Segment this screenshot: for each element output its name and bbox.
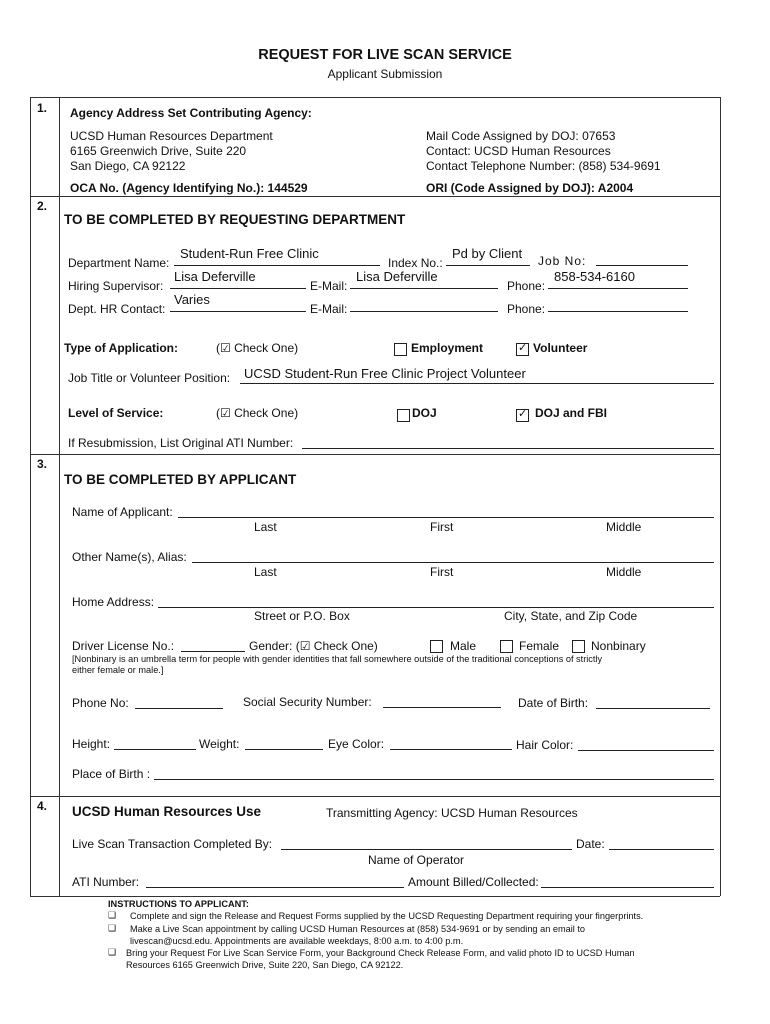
- ati-number-field[interactable]: [146, 887, 404, 888]
- ssn-label: Social Security Number:: [243, 695, 372, 709]
- female-checkbox[interactable]: [500, 640, 513, 653]
- hair-color-field[interactable]: [578, 750, 714, 751]
- hair-color-label: Hair Color:: [516, 738, 574, 752]
- hr-contact-label: Dept. HR Contact:: [68, 302, 166, 316]
- doj-label: DOJ: [412, 406, 437, 420]
- agency-address-line2: 6165 Greenwich Drive, Suite 220: [70, 144, 247, 158]
- agency-address-line3: San Diego, CA 92122: [70, 159, 186, 173]
- department-name-field[interactable]: Student-Run Free Clinic: [180, 246, 319, 261]
- job-no-field[interactable]: [596, 265, 688, 266]
- resubmission-label: If Resubmission, List Original ATI Number:: [68, 436, 294, 450]
- instruction-3-line1: Bring your Request For Live Scan Service Form, your Background Check Release Form, and valid photo ID to UCSD Human: [126, 948, 635, 958]
- name-middle-caption: Middle: [606, 520, 642, 534]
- section-2-heading: TO BE COMPLETED BY REQUESTING DEPARTMENT: [64, 212, 406, 227]
- alias-field[interactable]: [192, 562, 714, 563]
- female-label: Female: [519, 639, 560, 653]
- phone2-label: Phone:: [507, 302, 546, 316]
- applicant-name-label: Name of Applicant:: [72, 505, 173, 519]
- city-caption: City, State, and Zip Code: [504, 609, 638, 623]
- section-4-heading: UCSD Human Resources Use: [72, 804, 262, 819]
- employment-checkbox[interactable]: [394, 343, 407, 356]
- section-3-heading: TO BE COMPLETED BY APPLICANT: [64, 472, 297, 487]
- nonbinary-note-line2: either female or male.]: [72, 665, 164, 675]
- section-1-number: 1.: [37, 101, 48, 115]
- phone2-field[interactable]: [548, 311, 688, 312]
- section-1-heading: Agency Address Set Contributing Agency:: [70, 106, 312, 120]
- eye-color-field[interactable]: [390, 749, 512, 750]
- volunteer-checkbox[interactable]: [516, 343, 529, 356]
- amount-field[interactable]: [541, 887, 714, 888]
- phone-label: Phone:: [507, 279, 546, 293]
- agency-contact: Contact: UCSD Human Resources: [426, 144, 611, 158]
- completed-by-label: Live Scan Transaction Completed By:: [72, 837, 273, 851]
- doj-fbi-label: DOJ and FBI: [535, 406, 608, 420]
- ssn-field[interactable]: [383, 707, 501, 708]
- job-title-field[interactable]: UCSD Student-Run Free Clinic Project Volunteer: [244, 366, 526, 381]
- alias-label: Other Name(s), Alias:: [72, 550, 187, 564]
- dob-field[interactable]: [596, 708, 710, 709]
- nonbinary-note-line1: [Nonbinary is an umbrella term for people with gender identities that fall somewhere outside of the traditional conceptions of strictly: [72, 654, 603, 664]
- resubmission-field[interactable]: [302, 448, 714, 449]
- employment-label: Employment: [411, 341, 484, 355]
- bullet-box-icon: ❑: [108, 923, 117, 933]
- height-field[interactable]: [114, 749, 196, 750]
- driver-license-field[interactable]: [181, 651, 245, 652]
- alias-first-caption: First: [430, 565, 454, 579]
- index-no-label: Index No.:: [388, 256, 443, 270]
- nonbinary-label: Nonbinary: [591, 639, 646, 653]
- street-caption: Street or P.O. Box: [254, 609, 350, 623]
- oca-number: OCA No. (Agency Identifying No.): 144529: [70, 181, 308, 195]
- volunteer-label: Volunteer: [533, 341, 588, 355]
- level-of-service-label: Level of Service:: [68, 406, 164, 420]
- job-no-label: Job No:: [538, 254, 587, 268]
- type-check-one-hint: (☑ Check One): [216, 341, 299, 355]
- doj-fbi-checkbox[interactable]: [516, 409, 529, 422]
- completed-by-field[interactable]: [281, 849, 572, 850]
- amount-label: Amount Billed/Collected:: [408, 875, 539, 889]
- job-title-label: Job Title or Volunteer Position:: [68, 371, 231, 385]
- email-field[interactable]: Lisa Deferville: [356, 269, 438, 284]
- form-title: REQUEST FOR LIVE SCAN SERVICE: [258, 47, 512, 63]
- phone-no-label: Phone No:: [72, 696, 129, 710]
- instructions-heading: INSTRUCTIONS TO APPLICANT:: [108, 899, 249, 909]
- agency-contact-phone: Contact Telephone Number: (858) 534-9691: [426, 159, 661, 173]
- hiring-supervisor-label: Hiring Supervisor:: [68, 279, 164, 293]
- level-check-one-hint: (☑ Check One): [216, 406, 299, 420]
- instruction-2-line2: livescan@ucsd.edu. Appointments are available weekdays, 8:00 a.m. to 4:00 p.m.: [130, 936, 464, 946]
- dob-label: Date of Birth:: [518, 696, 589, 710]
- place-of-birth-label: Place of Birth :: [72, 767, 151, 781]
- date-label: Date:: [576, 837, 605, 851]
- weight-field[interactable]: [245, 749, 323, 750]
- doj-checkbox[interactable]: [397, 409, 410, 422]
- alias-last-caption: Last: [254, 565, 277, 579]
- date-field[interactable]: [609, 849, 714, 850]
- ati-number-label: ATI Number:: [72, 875, 140, 889]
- transmitting-agency: Transmitting Agency: UCSD Human Resources: [326, 806, 578, 820]
- bullet-box-icon: ❑: [108, 947, 117, 957]
- height-label: Height:: [72, 737, 111, 751]
- section-4-number: 4.: [37, 799, 48, 813]
- phone-field[interactable]: 858-534-6160: [554, 269, 635, 284]
- type-of-application-label: Type of Application:: [64, 341, 178, 355]
- section-3-number: 3.: [37, 457, 48, 471]
- eye-color-label: Eye Color:: [328, 737, 385, 751]
- instruction-2-line1: Make a Live Scan appointment by calling UCSD Human Resources at (858) 534-9691 or by sending an email to: [130, 924, 586, 934]
- nonbinary-checkbox[interactable]: [572, 640, 585, 653]
- hiring-supervisor-field[interactable]: Lisa Deferville: [174, 269, 256, 284]
- email2-label: E-Mail:: [310, 302, 348, 316]
- email-label: E-Mail:: [310, 279, 348, 293]
- ori-code: ORI (Code Assigned by DOJ): A2004: [426, 181, 634, 195]
- phone-no-field[interactable]: [135, 708, 223, 709]
- gender-label: Gender: (☑ Check One): [249, 639, 378, 653]
- name-last-caption: Last: [254, 520, 277, 534]
- instruction-3-line2: Resources 6165 Greenwich Drive, Suite 220, San Diego, CA 92122.: [126, 960, 404, 970]
- male-label: Male: [450, 639, 477, 653]
- weight-label: Weight:: [199, 737, 240, 751]
- department-name-label: Department Name:: [68, 256, 170, 270]
- home-address-field[interactable]: [158, 607, 714, 608]
- operator-caption: Name of Operator: [368, 853, 465, 867]
- form-subtitle: Applicant Submission: [327, 67, 443, 81]
- index-no-field[interactable]: Pd by Client: [452, 246, 523, 261]
- email2-field[interactable]: [350, 311, 498, 312]
- agency-address-line1: UCSD Human Resources Department: [70, 129, 273, 143]
- home-address-label: Home Address:: [72, 595, 155, 609]
- applicant-name-field[interactable]: [178, 517, 714, 518]
- alias-middle-caption: Middle: [606, 565, 642, 579]
- section-2-number: 2.: [37, 199, 48, 213]
- bullet-box-icon: ❑: [108, 910, 117, 920]
- driver-license-label: Driver License No.:: [72, 639, 175, 653]
- hr-contact-field[interactable]: Varies: [174, 292, 210, 307]
- place-of-birth-field[interactable]: [154, 779, 714, 780]
- instruction-1: Complete and sign the Release and Request Forms supplied by the UCSD Requesting Department requiring your fingerprints.: [130, 911, 644, 921]
- male-checkbox[interactable]: [430, 640, 443, 653]
- mail-code: Mail Code Assigned by DOJ: 07653: [426, 129, 616, 143]
- name-first-caption: First: [430, 520, 454, 534]
